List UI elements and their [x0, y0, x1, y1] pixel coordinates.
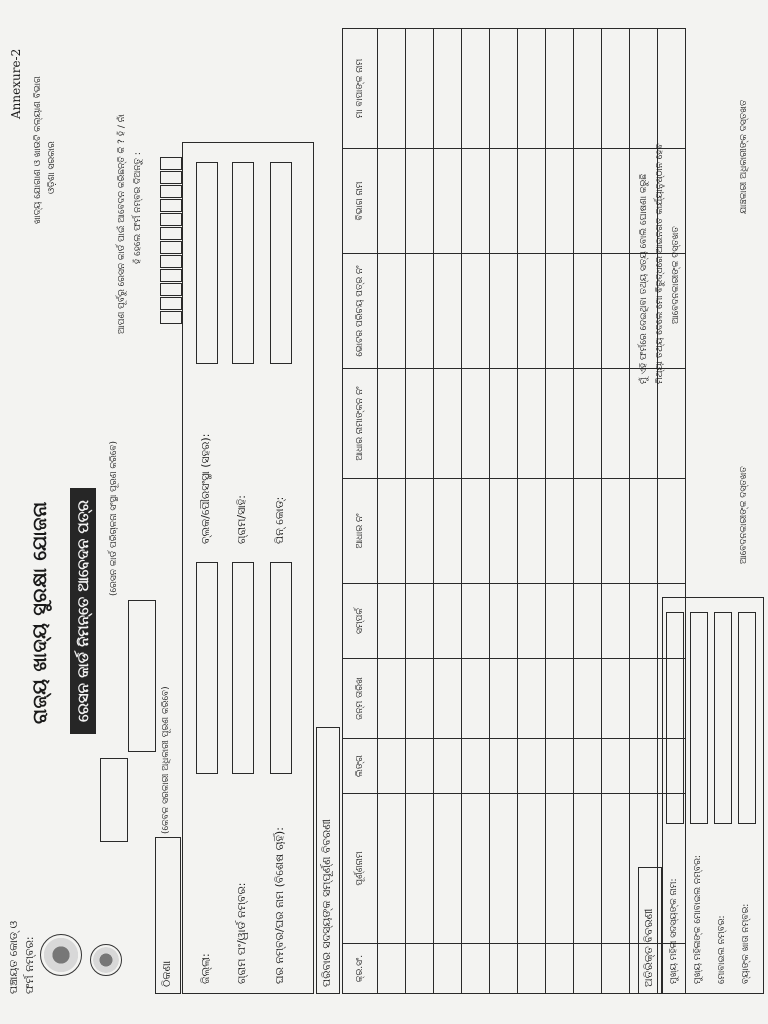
table-cell[interactable]: [490, 479, 518, 584]
district-field[interactable]: [196, 562, 218, 774]
annexure-label: Annexure-2: [9, 48, 23, 119]
department-line-1: ଖାଦ୍ୟ ଯୋଗାଣ ଓ ଖାଉଟି କଲ୍ୟାଣ ବିଭାଗ: [33, 76, 43, 224]
table-cell[interactable]: [406, 584, 434, 659]
table-row: [490, 29, 518, 994]
pin-code-label: ପିନ୍ କୋଡ୍:: [273, 496, 286, 544]
table-cell[interactable]: [630, 739, 658, 794]
column-header-full-name: ପୂର୍ଣ୍ଣନାମ: [343, 794, 378, 944]
table-cell[interactable]: [462, 29, 490, 149]
table-row: [518, 29, 546, 994]
table-cell[interactable]: [462, 369, 490, 479]
table-cell[interactable]: [602, 149, 630, 254]
table-cell[interactable]: [518, 794, 546, 944]
table-cell[interactable]: [574, 944, 602, 994]
government-seal: [40, 934, 82, 976]
extra-details-label: ଅତିରିକ୍ତ ବିବରଣୀ: [642, 908, 655, 987]
table-cell[interactable]: [406, 149, 434, 254]
column-header-serial: କ୍ର.ସଂ.: [343, 944, 378, 994]
emblem-seal: [90, 944, 122, 976]
table-cell[interactable]: [574, 479, 602, 584]
mobile-number-field[interactable]: [714, 612, 732, 824]
table-cell[interactable]: [630, 479, 658, 584]
bank-account-label: ବ୍ୟାଙ୍କ ଖାତା ନମ୍ବର:: [741, 903, 751, 984]
table-cell[interactable]: [574, 739, 602, 794]
table-cell[interactable]: [518, 149, 546, 254]
mobile-number-label: ମୋବାଇଲ ନମ୍ବର:: [717, 915, 727, 984]
table-cell[interactable]: [406, 944, 434, 994]
table-cell[interactable]: [518, 659, 546, 739]
head-woman-name-field[interactable]: [666, 612, 684, 824]
prev-form-digit-box[interactable]: [160, 157, 182, 170]
family-section-header: [316, 727, 340, 994]
table-cell[interactable]: [574, 659, 602, 739]
page-title: ରାଜ୍ୟ ଖାଦ୍ୟ ସୁରକ୍ଷା ଯୋଜନା: [29, 501, 51, 724]
table-cell[interactable]: [406, 794, 434, 944]
table-cell[interactable]: [546, 479, 574, 584]
house-number-field[interactable]: [270, 562, 292, 774]
prev-form-digit-box[interactable]: [160, 171, 182, 184]
extra-details-header: [638, 867, 662, 994]
table-cell[interactable]: [518, 739, 546, 794]
column-header-parent-name: ମା ବାପାଙ୍କ ନାମ: [343, 29, 378, 149]
table-cell[interactable]: [378, 739, 406, 794]
table-cell[interactable]: [658, 29, 686, 149]
table-cell[interactable]: [490, 944, 518, 994]
table-cell[interactable]: [630, 369, 658, 479]
table-cell[interactable]: [546, 29, 574, 149]
table-cell[interactable]: [462, 659, 490, 739]
table-cell[interactable]: [378, 794, 406, 944]
table-cell[interactable]: [518, 479, 546, 584]
table-cell[interactable]: [378, 29, 406, 149]
gp-ward-label: ଗ୍ରାମ ପଂ/ୱାର୍ଡ ନମ୍ବର:: [235, 882, 248, 984]
table-cell[interactable]: [378, 659, 406, 739]
table-cell[interactable]: [546, 659, 574, 739]
family-members-table: [342, 28, 686, 994]
table-cell[interactable]: [546, 794, 574, 944]
address-section-header: [155, 837, 181, 994]
table-cell[interactable]: [490, 149, 518, 254]
verifier-signature-label: ଯାଞ୍ଚକାରୀ ଅଧିକାରୀଙ୍କ ଦସ୍ତଖତ: [739, 99, 749, 214]
table-cell[interactable]: [434, 659, 462, 739]
table-cell[interactable]: [434, 739, 462, 794]
declaration-line-3: ଆବେଦନକାରୀଙ୍କ ଦସ୍ତଖତ: [671, 226, 681, 324]
table-cell[interactable]: [434, 149, 462, 254]
previous-card-question: ଆପଣ ପୂର୍ବରୁ ରେସନ କାର୍ଡ ପାଇଁ ଆବେଦନ କରିଛନ୍ତି କି ? ହଁ / ନାଁ: [117, 114, 127, 334]
table-cell[interactable]: [602, 739, 630, 794]
block-label: ବ୍ଲକ/ପୌରସଂସ୍ଥା (ସହର):: [199, 433, 212, 544]
head-woman-name-label: ମୁଖ୍ୟ ମହିଳା ସଦସ୍ୟଙ୍କ ନାମ:: [669, 878, 679, 984]
table-row: [574, 29, 602, 994]
table-row: [406, 29, 434, 994]
prev-form-digit-box[interactable]: [160, 213, 182, 226]
table-row: [378, 29, 406, 994]
gp-ward-field[interactable]: [232, 562, 254, 774]
prev-form-digit-box[interactable]: [160, 227, 182, 240]
table-cell[interactable]: [378, 944, 406, 994]
table-cell[interactable]: [434, 29, 462, 149]
table-cell[interactable]: [602, 369, 630, 479]
table-cell[interactable]: [574, 29, 602, 149]
panchayat-code-box[interactable]: [100, 758, 128, 842]
table-cell[interactable]: [574, 149, 602, 254]
table-cell[interactable]: [406, 29, 434, 149]
table-cell[interactable]: [434, 584, 462, 659]
table-cell[interactable]: [518, 944, 546, 994]
panchayat-code-label: ପଞ୍ଚାୟତ କୋଡ୍ ଓ: [7, 920, 20, 994]
form-number-box[interactable]: [128, 600, 156, 752]
table-cell[interactable]: [406, 254, 434, 369]
table-cell[interactable]: [406, 739, 434, 794]
table-cell[interactable]: [406, 369, 434, 479]
table-cell[interactable]: [630, 659, 658, 739]
district-label: ଜିଲ୍ଲା:: [199, 953, 212, 984]
village-label: ଗ୍ରାମ/ସାହି:: [235, 495, 248, 544]
table-cell[interactable]: [602, 659, 630, 739]
column-header-gender: ଲିଙ୍ଗ: [343, 739, 378, 794]
table-cell[interactable]: [378, 149, 406, 254]
official-only-note: (କେବଳ ସରକାରୀ ଅଧିକାରୀ ପୂରଣ କରିବେ): [161, 686, 171, 834]
photo-note: (ରେସନ କାର୍ଡ ପରିଚାଳନା ସଂସ୍ଥା ପୂରଣ କରିବେ): [109, 440, 119, 596]
table-cell[interactable]: [434, 369, 462, 479]
prev-form-digit-box[interactable]: [160, 283, 182, 296]
house-number-label: ଘର ନମ୍ବର/ଘର ନାମ (ବିଶେଷ ଚାହିଁ):: [273, 827, 286, 984]
prev-form-digit-box[interactable]: [160, 269, 182, 282]
table-cell[interactable]: [602, 479, 630, 584]
table-cell[interactable]: [546, 254, 574, 369]
table-cell[interactable]: [462, 149, 490, 254]
table-cell[interactable]: [658, 369, 686, 479]
previous-form-number-label: ହଁ ହେଲେ ଫର୍ମ ନମ୍ବର ଦିଅନ୍ତୁ :: [133, 152, 143, 264]
table-cell[interactable]: [574, 369, 602, 479]
prev-form-digit-box[interactable]: [160, 199, 182, 212]
column-header-aadhaar: ଆଧାର ନଂ: [343, 479, 378, 584]
table-cell[interactable]: [462, 739, 490, 794]
table-cell[interactable]: [434, 794, 462, 944]
table-cell[interactable]: [546, 369, 574, 479]
table-cell[interactable]: [602, 29, 630, 149]
table-row: [434, 29, 462, 994]
table-cell[interactable]: [406, 479, 434, 584]
table-cell[interactable]: [630, 584, 658, 659]
prev-form-digit-box[interactable]: [160, 255, 182, 268]
table-cell[interactable]: [602, 794, 630, 944]
table-cell[interactable]: [602, 944, 630, 994]
column-header-relation: ସମ୍ପର୍କ: [343, 584, 378, 659]
prev-form-digit-box[interactable]: [160, 311, 182, 324]
table-cell[interactable]: [378, 254, 406, 369]
table-cell[interactable]: [434, 254, 462, 369]
table-cell[interactable]: [434, 944, 462, 994]
table-cell[interactable]: [378, 584, 406, 659]
table-cell[interactable]: [546, 944, 574, 994]
form-banner: ରେସନ କାର୍ଡ ନିମନ୍ତେ ଆବେଦନ ପତ୍ର: [70, 488, 96, 734]
table-cell[interactable]: [378, 479, 406, 584]
table-cell[interactable]: [490, 659, 518, 739]
table-cell[interactable]: [546, 584, 574, 659]
table-row: [602, 29, 630, 994]
head-woman-mobile-label: ମୁଖ୍ୟ ମହିଳାଙ୍କ ମୋବାଇଲ ନମ୍ବର:: [693, 855, 703, 984]
table-cell[interactable]: [658, 479, 686, 584]
table-cell[interactable]: [602, 254, 630, 369]
table-cell[interactable]: [462, 584, 490, 659]
table-cell[interactable]: [490, 794, 518, 944]
table-cell[interactable]: [518, 584, 546, 659]
table-cell[interactable]: [574, 584, 602, 659]
block-field[interactable]: [196, 162, 218, 364]
column-header-category: ବିଭାଗ ନାମ: [343, 149, 378, 254]
table-cell[interactable]: [546, 739, 574, 794]
table-cell[interactable]: [434, 479, 462, 584]
table-cell[interactable]: [574, 254, 602, 369]
form-number-label: ଫର୍ମ ନମ୍ବର:: [23, 936, 36, 994]
table-cell[interactable]: [462, 479, 490, 584]
table-header-row: [343, 29, 378, 994]
table-cell[interactable]: [406, 659, 434, 739]
table-row: [462, 29, 490, 994]
table-cell[interactable]: [546, 149, 574, 254]
table-cell[interactable]: [518, 29, 546, 149]
table-cell[interactable]: [490, 584, 518, 659]
table-row: [546, 29, 574, 994]
table-cell[interactable]: [490, 29, 518, 149]
declaration-line-2: ମିଥ୍ୟା ତଥ୍ୟ ଦେଲେ ମୋ ବିରୁଦ୍ଧରେ ଆଇନଗତ କାର୍ଯ୍ୟାନୁଷ୍ଠାନ ହେବ: [655, 143, 665, 384]
table-cell[interactable]: [574, 794, 602, 944]
pin-code-field[interactable]: [270, 162, 292, 364]
table-cell[interactable]: [462, 254, 490, 369]
table-cell[interactable]: [490, 739, 518, 794]
table-cell[interactable]: [602, 584, 630, 659]
declaration-line-1: ମୁଁ ଏହି ଫର୍ମରେ ଦେଇଥିବା ତଥ୍ୟ ସତ୍ୟ ବୋଲି ଘୋଷଣା କରୁଛି: [639, 173, 649, 384]
head-woman-mobile-field[interactable]: [690, 612, 708, 824]
table-cell[interactable]: [630, 29, 658, 149]
table-cell[interactable]: [518, 254, 546, 369]
column-header-aadhaar-enrolment: ଆଧାର ନାମାଙ୍କନ ନଂ: [343, 369, 378, 479]
table-cell[interactable]: [462, 794, 490, 944]
table-cell[interactable]: [378, 369, 406, 479]
address-section-label: ଠିକଣା: [160, 960, 173, 987]
family-section-label: ପରିବାର ସଦସ୍ୟଙ୍କ ସମ୍ପୂର୍ଣ୍ଣ ବିବରଣୀ: [320, 819, 333, 987]
bank-account-field[interactable]: [738, 612, 756, 824]
village-field[interactable]: [232, 162, 254, 364]
department-line-2: ଓଡ଼ିଶା ସରକାର: [47, 141, 57, 194]
table-cell[interactable]: [490, 254, 518, 369]
applicant-signature-label: ଆବେଦନକାରୀଙ୍କ ଦସ୍ତଖତ: [739, 466, 749, 564]
prev-form-digit-box[interactable]: [160, 185, 182, 198]
prev-form-digit-box[interactable]: [160, 297, 182, 310]
column-header-dob: ଜନ୍ମ ତାରିଖ: [343, 659, 378, 739]
table-cell[interactable]: [462, 944, 490, 994]
table-cell[interactable]: [490, 369, 518, 479]
prev-form-digit-box[interactable]: [160, 241, 182, 254]
column-header-voter-id: ଭୋଟର ପରିଚୟ ପତ୍ର ନଂ: [343, 254, 378, 369]
table-cell[interactable]: [518, 369, 546, 479]
